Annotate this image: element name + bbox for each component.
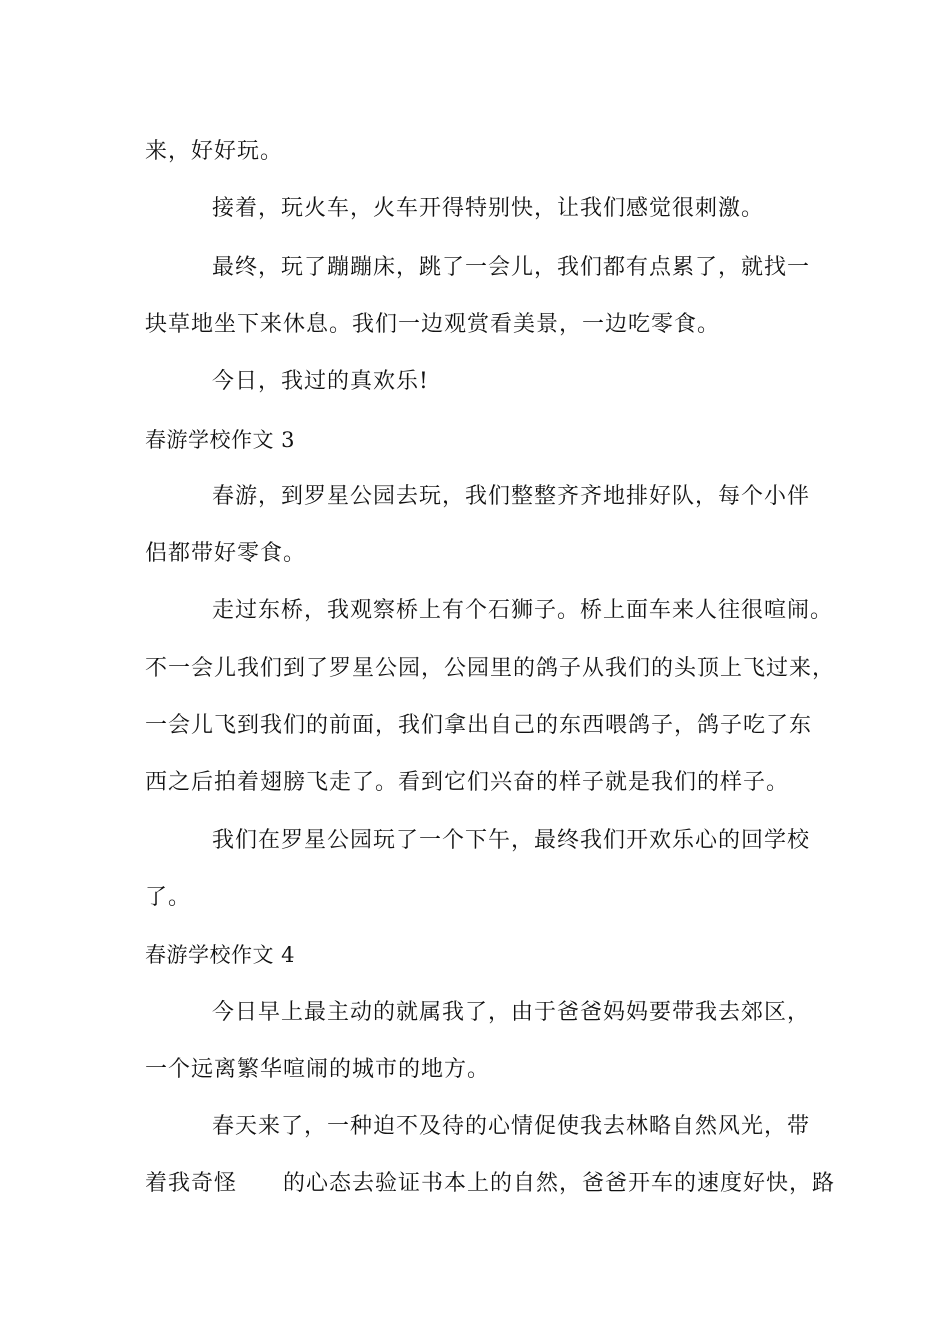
paragraph-line: 春天来了，一种迫不及待的心情促使我去林略自然风光，带 — [212, 1114, 811, 1139]
paragraph-line: 我们在罗星公园玩了一个下午，最终我们开欢乐心的回学校 — [212, 828, 811, 853]
section-heading: 春游学校作文 4 — [145, 943, 296, 967]
paragraph-line: 今日早上最主动的就属我了，由于爸爸妈妈要带我去郊区， — [212, 1000, 811, 1025]
paragraph-line: 春游，到罗星公园去玩，我们整整齐齐地排好队，每个小伴 — [212, 484, 811, 509]
section-heading: 春游学校作文 3 — [145, 428, 296, 452]
paragraph-line: 着我奇怪 的心态去验证书本上的自然，爸爸开车的速度好快，路 — [145, 1171, 836, 1196]
paragraph-line: 最终，玩了蹦蹦床，跳了一会儿，我们都有点累了，就找一 — [212, 255, 811, 280]
paragraph-line: 不一会儿我们到了罗星公园，公园里的鸽子从我们的头顶上飞过来， — [145, 656, 836, 681]
paragraph-line: 西之后拍着翅膀飞走了。看到它们兴奋的样子就是我们的样子。 — [145, 770, 790, 795]
paragraph-line: 侣都带好零食。 — [145, 541, 307, 566]
paragraph-line: 接着，玩火车，火车开得特别快，让我们感觉很刺激。 — [212, 196, 765, 221]
paragraph-line: 来，好好玩。 — [145, 139, 284, 164]
paragraph-line: 今日，我过的真欢乐! — [212, 369, 429, 394]
paragraph-line: 一个远离繁华喧闹的城市的地方。 — [145, 1057, 491, 1082]
paragraph-line: 一会儿飞到我们的前面，我们拿出自己的东西喂鸽子，鸽子吃了东 — [145, 713, 813, 738]
paragraph-line: 块草地坐下来休息。我们一边观赏看美景，一边吃零食。 — [145, 312, 721, 337]
paragraph-line: 走过东桥，我观察桥上有个石狮子。桥上面车来人往很喧闹。 — [212, 598, 834, 623]
paragraph-line: 了。 — [145, 885, 192, 910]
